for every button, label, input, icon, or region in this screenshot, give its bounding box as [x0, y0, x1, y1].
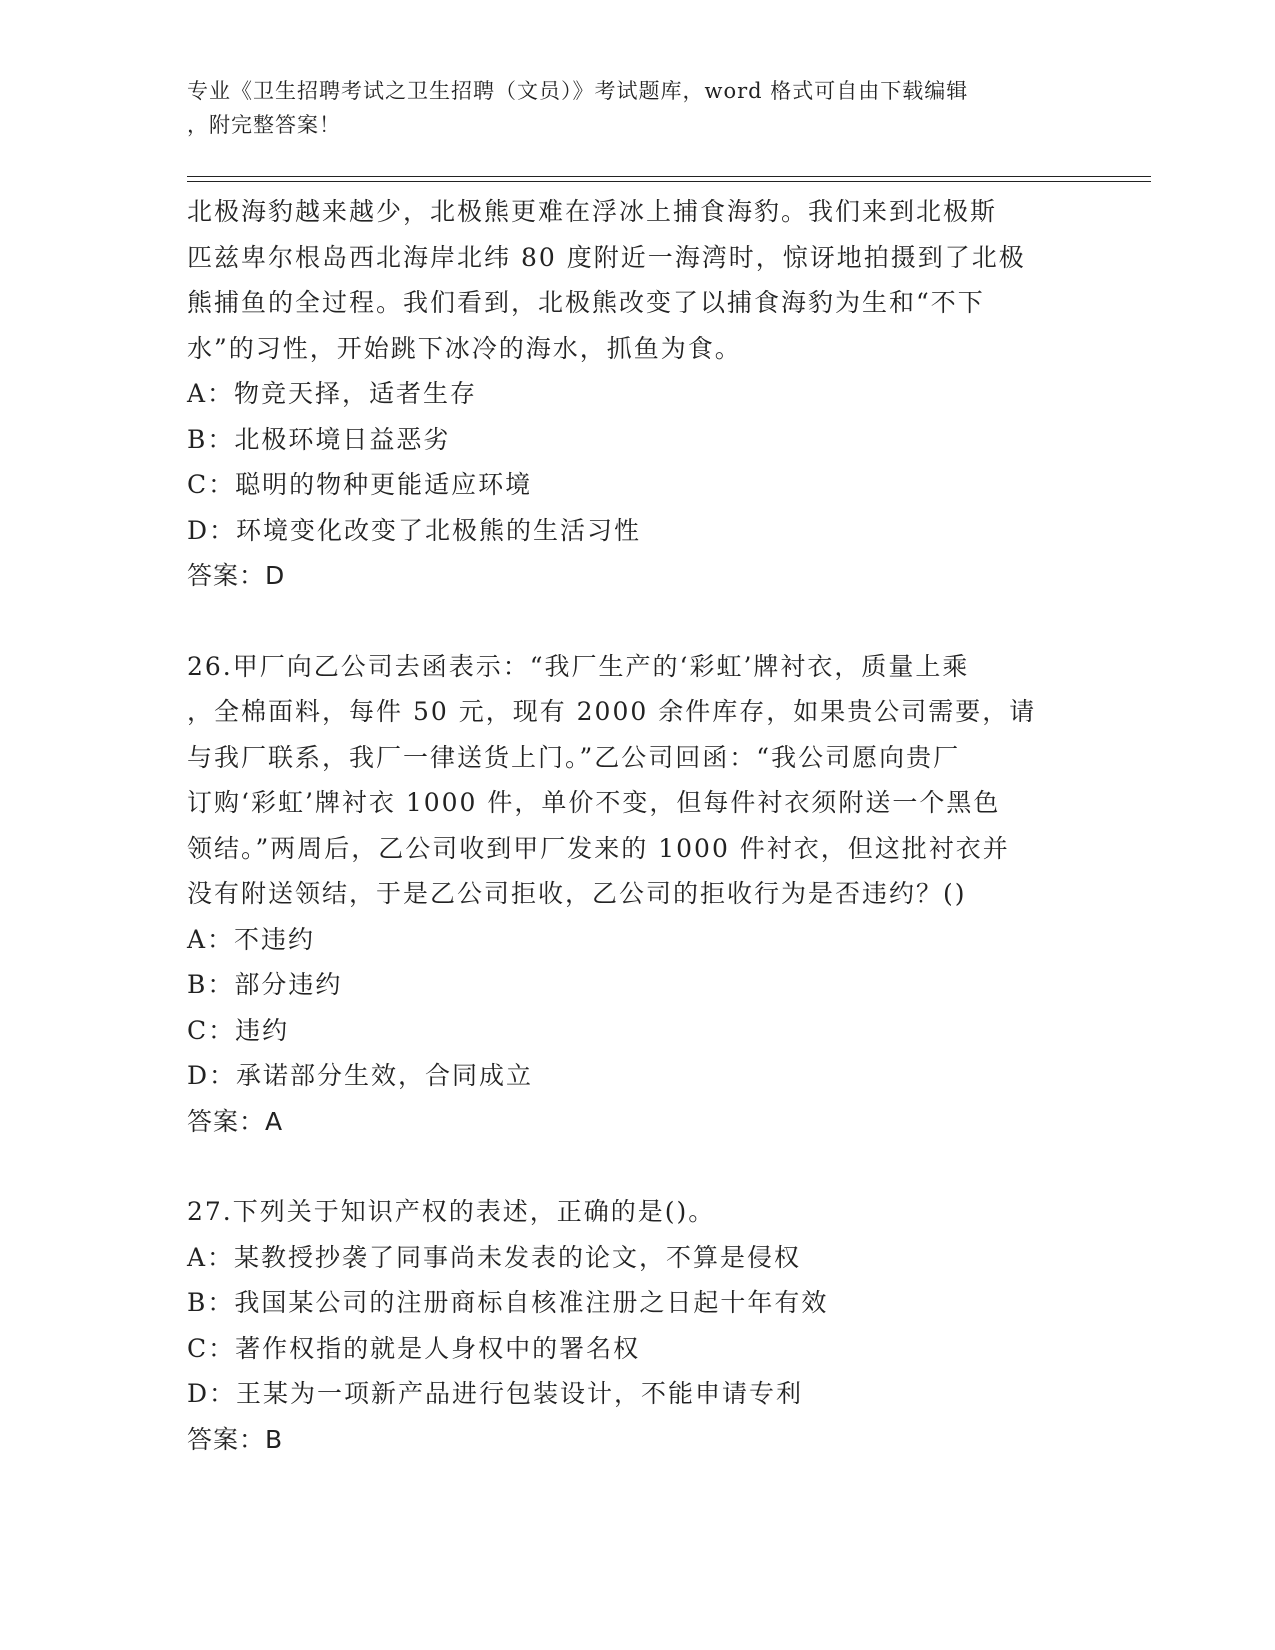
stem-line: 27.下列关于知识产权的表述，正确的是()。 — [187, 1197, 716, 1226]
answer-line: 答案：B — [187, 1424, 284, 1454]
option-c: C：聪明的物种更能适应环境 — [187, 470, 533, 499]
header-divider-bottom — [187, 181, 1151, 182]
header-divider-top — [187, 176, 1151, 177]
stem-line: 匹兹卑尔根岛西北海岸北纬 80 度附近一海湾时，惊讶地拍摄到了北极 — [187, 242, 1026, 272]
header-line-1: 专业《卫生招聘考试之卫生招聘（文员）》考试题库，word 格式可自由下载编辑 — [187, 79, 969, 103]
answer-line: 答案：D — [187, 561, 286, 590]
option-c: C：违约 — [187, 1015, 290, 1045]
question-stem — [187, 1189, 1087, 1235]
option-a: A：物竞天择，适者生存 — [187, 379, 478, 408]
option-b: B：我国某公司的注册商标自核准注册之日起十年有效 — [187, 1288, 829, 1317]
option-d: D：王某为一项新产品进行包装设计，不能申请专利 — [187, 1379, 804, 1408]
stem-line: 26.甲厂向乙公司去函表示：“我厂生产的‘彩虹’牌衬衣，质量上乘 — [187, 651, 970, 681]
option-d: D：承诺部分生效，合同成立 — [187, 1061, 534, 1090]
stem-line: 订购‘彩虹’牌衬衣 1000 件，单价不变，但每件衬衣须附送一个黑色 — [187, 788, 1001, 817]
stem-line: 与我厂联系，我厂一律送货上门。”乙公司回函：“我公司愿向贵厂 — [187, 742, 961, 772]
question-block — [187, 1189, 1087, 1462]
question-stem — [187, 189, 1087, 371]
question-spacer — [187, 599, 1087, 644]
question-stem — [187, 644, 1087, 917]
option-a: A：不违约 — [187, 924, 316, 954]
stem-line: 水”的习性，开始跳下冰冷的海水，抓鱼为食。 — [187, 333, 742, 363]
question-list — [187, 189, 1087, 1462]
option-b: B：北极环境日益恶劣 — [187, 424, 451, 454]
stem-line: 没有附送领结，于是乙公司拒收，乙公司的拒收行为是否违约？() — [187, 879, 967, 908]
option-d: D：环境变化改变了北极熊的生活习性 — [187, 515, 642, 545]
question-block — [187, 644, 1087, 1145]
option-b: B：部分违约 — [187, 970, 343, 999]
question-block — [187, 189, 1087, 599]
question-spacer — [187, 1144, 1087, 1189]
stem-line: 北极海豹越来越少，北极熊更难在浮冰上捕食海豹。我们来到北极斯 — [187, 197, 998, 226]
stem-line: 熊捕鱼的全过程。我们看到，北极熊改变了以捕食海豹为生和“不下 — [187, 288, 985, 317]
option-a: A：某教授抄袭了同事尚未发表的论文，不算是侵权 — [187, 1242, 802, 1272]
option-c: C：著作权指的就是人身权中的署名权 — [187, 1333, 641, 1363]
stem-line: 领结。”两周后，乙公司收到甲厂发来的 1000 件衬衣，但这批衬衣并 — [187, 833, 1010, 863]
header-line-2: ，附完整答案！ — [187, 113, 341, 137]
page-header — [187, 74, 1067, 142]
stem-line: ，全棉面料，每件 50 元，现有 2000 余件库存，如果贵公司需要，请 — [187, 697, 1037, 726]
answer-line: 答案：A — [187, 1106, 284, 1136]
